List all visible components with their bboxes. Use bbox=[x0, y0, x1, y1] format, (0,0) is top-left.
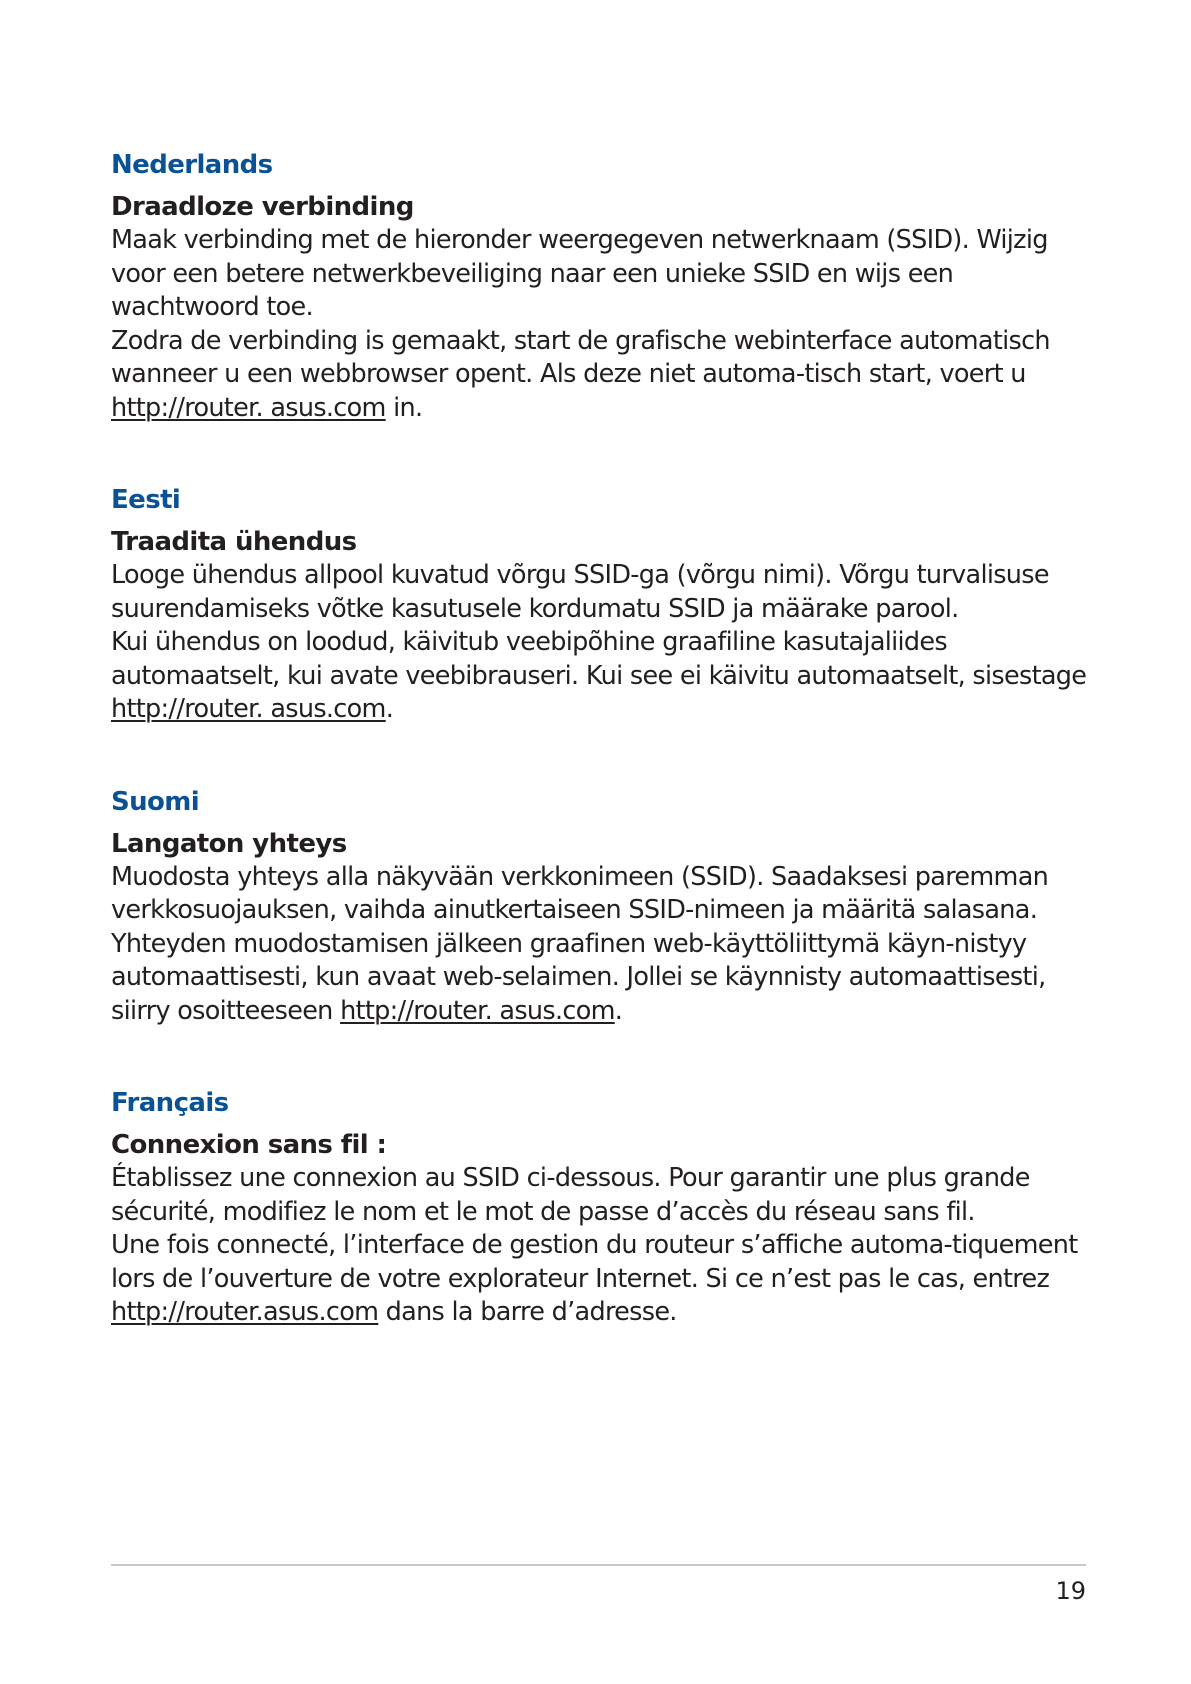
instruction-paragraph: Établissez une connexion au SSID ci-dessous. Pour garantir une plus grande sécurité, modifiez le nom et le mot de passe d’accès du réseau sans fil. bbox=[111, 1163, 1030, 1227]
instruction-paragraph bbox=[111, 928, 1096, 1029]
language-heading: Nederlands bbox=[111, 150, 273, 180]
page-content bbox=[111, 148, 1096, 1388]
instruction-paragraph: Looge ühendus allpool kuvatud võrgu SSID-ga (võrgu nimi). Võrgu turvalisuse suurendamiseks võtke kasutusele kordumatu SSID ja määrake parool. bbox=[111, 560, 1049, 624]
instruction-paragraph bbox=[111, 626, 1096, 727]
section-nederlands bbox=[111, 148, 1096, 425]
section-suomi bbox=[111, 785, 1096, 1029]
language-heading: Français bbox=[111, 1088, 229, 1118]
paragraph-text: in. bbox=[385, 392, 423, 423]
paragraph-text: dans la barre d’adresse. bbox=[378, 1297, 677, 1327]
router-link[interactable]: http://router. asus.com bbox=[111, 392, 386, 423]
instruction-paragraph bbox=[111, 325, 1096, 426]
section-subtitle: Traadita ühendus bbox=[111, 527, 357, 557]
paragraph-text: Zodra de verbinding is gemaakt, start de grafische webinterface automatisch wanneer u een webbrowser opent. Als deze niet automa-tisch start, voert u bbox=[111, 325, 1050, 389]
instruction-paragraph: Muodosta yhteys alla näkyvään verkkonimeen (SSID). Saadaksesi paremman verkkosuojauksen, vaihda ainutkertaiseen SSID-nimeen ja määritä salasana. bbox=[111, 861, 1049, 925]
router-link[interactable]: http://router. asus.com bbox=[111, 694, 386, 724]
router-link[interactable]: http://router. asus.com bbox=[340, 995, 615, 1026]
paragraph-text: Yhteyden muodostamisen jälkeen graafinen web-käyttöliittymä käyn-nistyy automaattisesti, kun avaat web-selaimen. Jollei se käynnisty automaattisesti, siirry osoitteeseen bbox=[111, 928, 1046, 1026]
section-subtitle: Connexion sans fil : bbox=[111, 1130, 387, 1160]
section-subtitle: Langaton yhteys bbox=[111, 828, 347, 859]
instruction-paragraph: Maak verbinding met de hieronder weergegeven netwerknaam (SSID). Wijzig voor een betere netwerkbeveiliging naar een unieke SSID en wijs een wachtwoord toe. bbox=[111, 225, 1048, 322]
router-link[interactable]: http://router.asus.com bbox=[111, 1297, 379, 1327]
footer-divider bbox=[111, 1564, 1086, 1566]
page-number: 19 bbox=[1055, 1577, 1086, 1605]
paragraph-text: Kui ühendus on loodud, käivitub veebipõhine graafiline kasutajaliides automaatselt, kui avate veebibrauseri. Kui see ei käivitu automaatselt, sisestage bbox=[111, 627, 1087, 691]
paragraph-text: . bbox=[614, 995, 623, 1026]
language-heading: Suomi bbox=[111, 786, 200, 817]
instruction-paragraph bbox=[111, 1229, 1096, 1330]
section-eesti bbox=[111, 483, 1096, 727]
language-heading: Eesti bbox=[111, 485, 181, 515]
section-subtitle: Draadloze verbinding bbox=[111, 192, 414, 222]
paragraph-text: . bbox=[385, 694, 394, 724]
section-francais bbox=[111, 1086, 1096, 1330]
paragraph-text: Une fois connecté, l’interface de gestion du routeur s’affiche automa-tiquement lors de l’ouverture de votre explorateur Internet. Si ce n’est pas le cas, entrez bbox=[111, 1230, 1078, 1294]
